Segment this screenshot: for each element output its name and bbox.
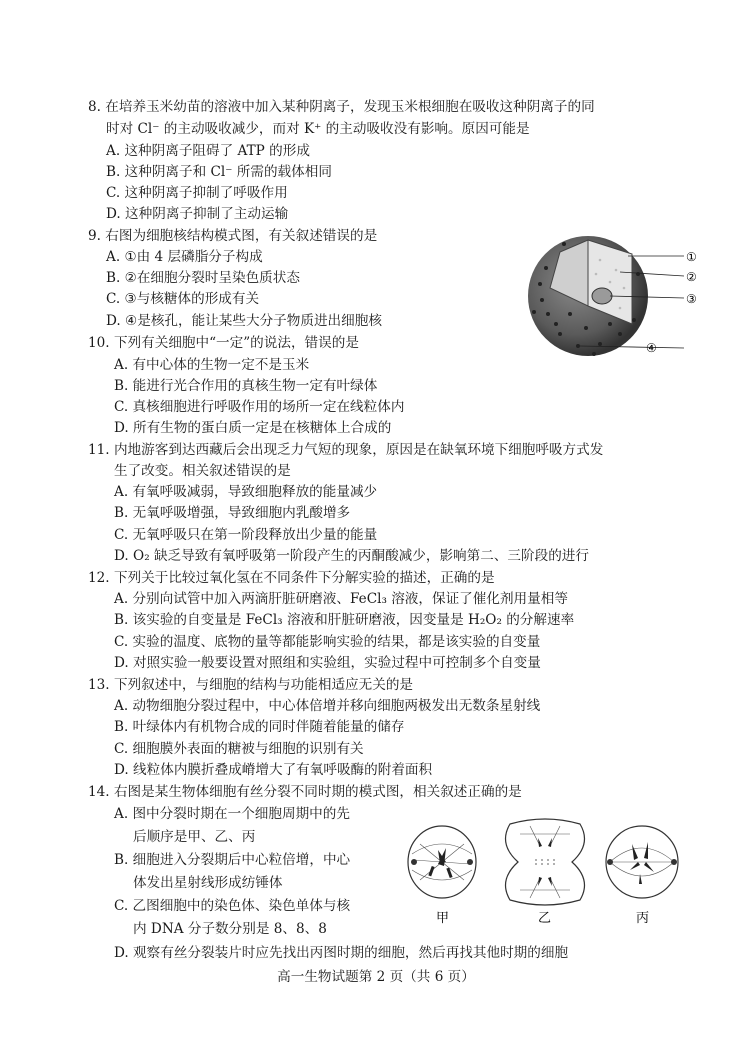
cell-yi [506,819,585,905]
q9-option-d: D. ④是核孔，能让某些大分子物质进出细胞核 [106,313,382,329]
q12-option-b: B. 该实验的自变量是 FeCl₃ 溶液和肝脏研磨液，因变量是 H₂O₂ 的分解速率 [114,612,575,628]
q14-option-c-line2: 内 DNA 分子数分别是 8、8、8 [133,921,327,937]
cell-label-jia: 甲 [436,911,450,926]
q12-option-d: D. 对照实验一般要设置对照组和实验组，实验过程中可控制多个自变量 [114,655,541,671]
q8-stem-line1: 8. 在培养玉米幼苗的溶液中加入某种阴离子，发现玉米根细胞在吸收这种阴离子的同 [88,99,595,115]
q14-option-c-line1: C. 乙图细胞中的染色体、染色单体与核 [114,898,351,914]
q10-option-a: A. 有中心体的生物一定不是玉米 [114,357,310,373]
mitosis-figure [400,814,690,930]
q10-option-c: C. 真核细胞进行呼吸作用的场所一定在线粒体内 [114,399,405,415]
q10-option-d: D. 所有生物的蛋白质一定是在核糖体上合成的 [114,420,392,436]
q10-option-b: B. 能进行光合作用的真核生物一定有叶绿体 [114,378,378,394]
q14-option-a-line1: A. 图中分裂时期在一个细胞周期中的先 [114,806,350,822]
q11-option-d: D. O₂ 缺乏导致有氧呼吸第一阶段产生的丙酮酸减少，影响第二、三阶段的进行 [114,548,589,564]
cell-bing [606,826,678,898]
q13-option-c: C. 细胞膜外表面的糖被与细胞的识别有关 [114,741,364,757]
cell-label-yi: 乙 [538,911,552,926]
q14-option-a-line2: 后顺序是甲、乙、丙 [133,829,256,845]
q8-option-c: C. 这种阴离子抑制了呼吸作用 [106,185,288,201]
nucleolus [592,288,612,304]
nucleus-label-2: ② [686,270,697,284]
q9-option-a: A. ①由 4 层磷脂分子构成 [106,249,263,265]
q12-stem: 12. 下列关于比较过氧化氢在不同条件下分解实验的描述，正确的是 [88,570,495,586]
q11-stem-line1: 11. 内地游客到达西藏后会出现乏力气短的现象，原因是在缺氧环境下细胞呼吸方式发 [88,442,604,458]
nucleus-label-4: ④ [646,341,657,355]
q11-option-b: B. 无氧呼吸增强，导致细胞内乳酸增多 [114,505,351,521]
q9-option-c: C. ③与核糖体的形成有关 [106,291,260,307]
q11-stem-line2: 生了改变。相关叙述错误的是 [114,463,291,479]
q11-option-a: A. 有氧呼吸减弱，导致细胞释放的能量减少 [114,484,378,500]
q8-option-b: B. 这种阴离子和 Cl⁻ 所需的载体相同 [106,164,332,180]
q14-option-d: D. 观察有丝分裂装片时应先找出丙图时期的细胞，然后再找其他时期的细胞 [114,945,569,961]
q8-option-a: A. 这种阴离子阻碍了 ATP 的形成 [106,143,310,159]
q14-stem: 14. 右图是某生物体细胞有丝分裂不同时期的模式图，相关叙述正确的是 [88,784,522,800]
cell-label-bing: 丙 [636,911,650,926]
nucleus-label-1: ① [686,250,697,264]
q9-stem: 9. 右图为细胞核结构模式图，有关叙述错误的是 [88,228,378,244]
page-footer: 高一生物试题第 2 页（共 6 页） [277,969,475,985]
q13-option-b: B. 叶绿体内有机物合成的同时伴随着能量的储存 [114,719,405,735]
nucleus-label-3: ③ [686,292,697,306]
nucleus-structure-figure [520,224,700,364]
q10-stem: 10. 下列有关细胞中“一定”的说法，错误的是 [88,335,359,351]
q14-option-b-line2: 体发出星射线形成纺锤体 [133,875,283,891]
q13-stem: 13. 下列叙述中，与细胞的结构与功能相适应无关的是 [88,677,414,693]
q8-stem-line2: 时对 Cl⁻ 的主动吸收减少，而对 K⁺ 的主动吸收没有影响。原因可能是 [106,121,530,137]
q13-option-a: A. 动物细胞分裂过程中，中心体倍增并移向细胞两极发出无数条星射线 [114,698,541,714]
cell-jia [408,826,476,898]
q12-option-a: A. 分别向试管中加入两滴肝脏研磨液、FeCl₃ 溶液，保证了催化剂用量相等 [114,591,568,607]
q9-option-b: B. ②在细胞分裂时呈染色质状态 [106,270,300,286]
q14-option-b-line1: B. 细胞进入分裂期后中心粒倍增，中心 [114,852,351,868]
q8-option-d: D. 这种阴离子抑制了主动运输 [106,206,289,222]
q12-option-c: C. 实验的温度、底物的量等都能影响实验的结果，都是该实验的自变量 [114,634,541,650]
q11-option-c: C. 无氧呼吸只在第一阶段释放出少量的能量 [114,527,378,543]
q13-option-d: D. 线粒体内膜折叠成嵴增大了有氧呼吸酶的附着面积 [114,762,433,778]
